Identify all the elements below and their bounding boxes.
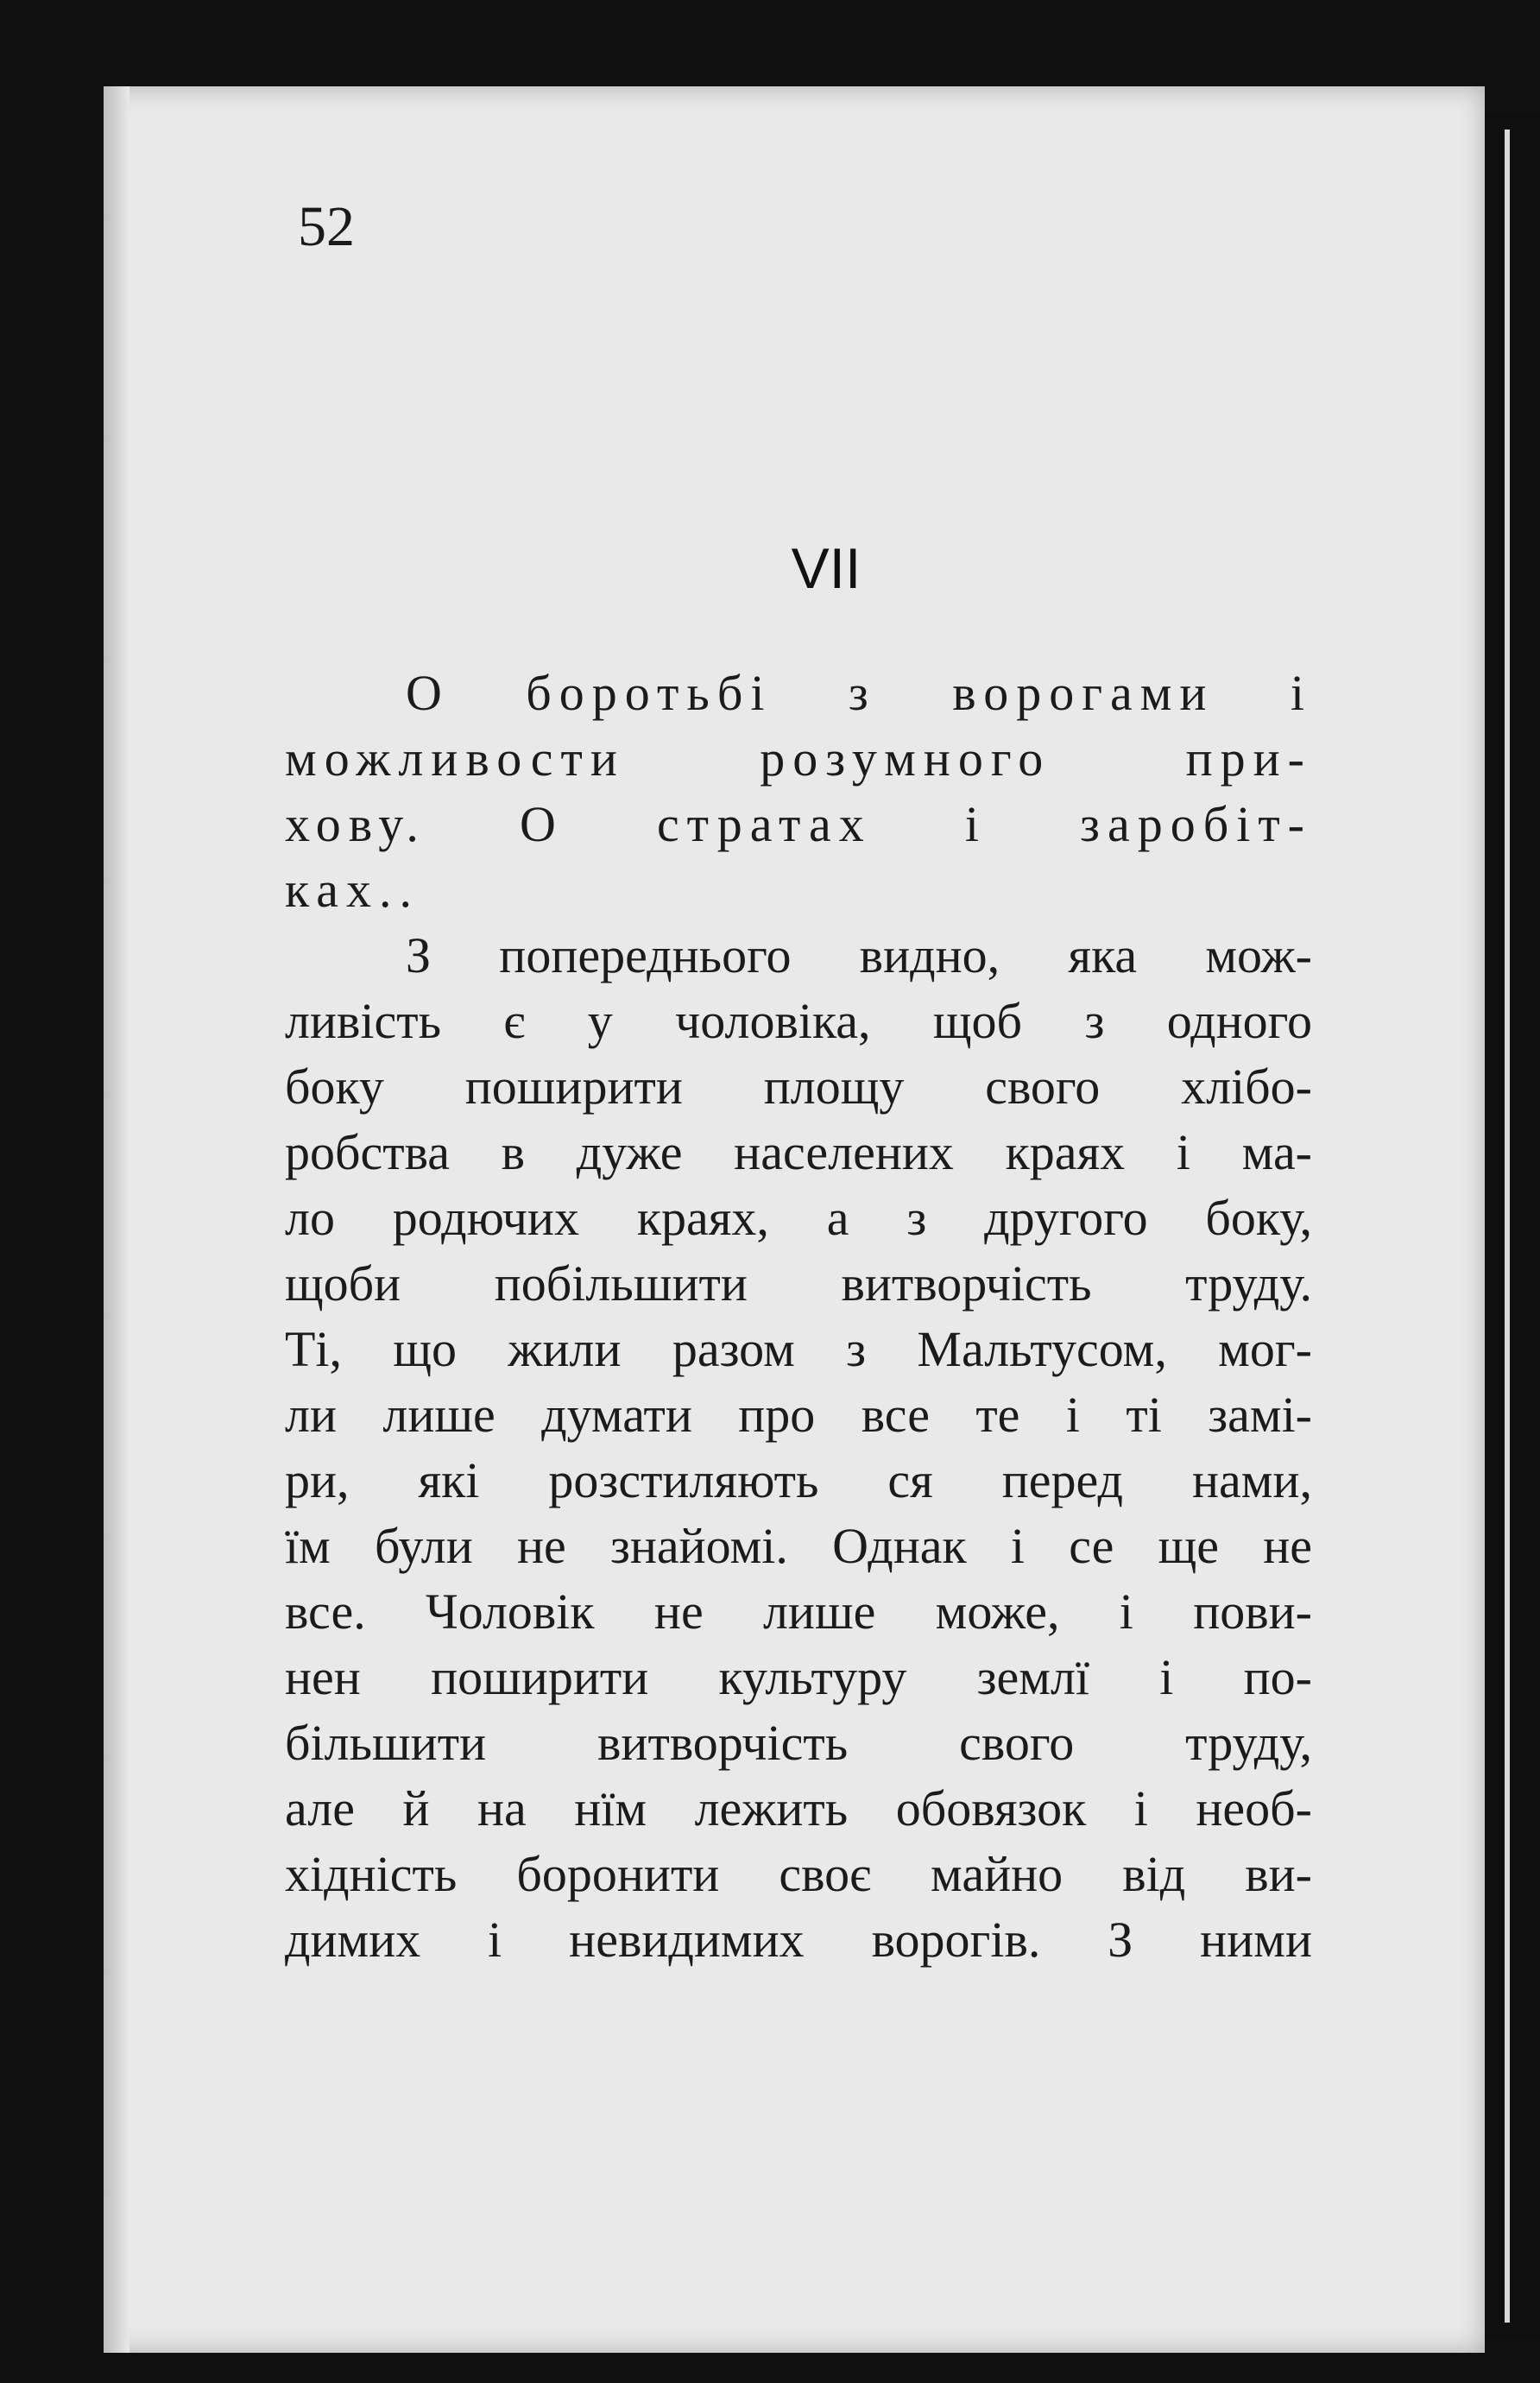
body-line: ли лише думати про все те і ті замі- bbox=[285, 1387, 1312, 1443]
body-line: робства в дуже населених краях і ма- bbox=[285, 1124, 1312, 1180]
chapter-heading bbox=[0, 535, 1540, 601]
adjacent-page-border bbox=[1505, 130, 1510, 2323]
chapter-number: VII bbox=[791, 536, 862, 600]
body-line: все. Чоловік не лише може, і пови- bbox=[285, 1583, 1312, 1640]
body-line: ри, які розстиляють ся перед нами, bbox=[285, 1452, 1312, 1508]
page-number: 52 bbox=[298, 195, 355, 258]
summary-line: ках.. bbox=[285, 862, 420, 918]
summary-line: хову. О стратах і заробіт- bbox=[285, 796, 1312, 852]
page-text bbox=[285, 661, 1312, 1973]
body-line: ло родючих краях, а з другого боку, bbox=[285, 1190, 1312, 1246]
summary-line: О боротьбі з ворогами і bbox=[406, 665, 1312, 721]
body-line: щоби побільшити витворчість труду. bbox=[285, 1255, 1312, 1312]
body-line: їм були не знайомі. Однак і се ще не bbox=[285, 1518, 1312, 1574]
body-line: боку поширити площу свого хлібо- bbox=[285, 1059, 1312, 1115]
body-line: ливість є у чоловіка, щоб з одного bbox=[285, 993, 1312, 1049]
body-line: димих і невидимих ворогів. З ними bbox=[285, 1912, 1312, 1968]
body-line: З попереднього видно, яка мож- bbox=[406, 927, 1312, 983]
summary-line: можливости розумного при- bbox=[285, 730, 1312, 787]
body-line: нен поширити культуру землї і по- bbox=[285, 1649, 1312, 1705]
adjacent-page-edge bbox=[1485, 112, 1540, 2340]
body-line: але й на нїм лежить обовязок і необ- bbox=[285, 1780, 1312, 1836]
body-line: більшити витворчість свого труду, bbox=[285, 1715, 1312, 1771]
page-edge-shadow bbox=[104, 86, 129, 2353]
body-line: Ті, що жили разом з Мальтусом, мог- bbox=[285, 1321, 1312, 1377]
body-line: хідність боронити своє майно від ви- bbox=[285, 1846, 1312, 1902]
